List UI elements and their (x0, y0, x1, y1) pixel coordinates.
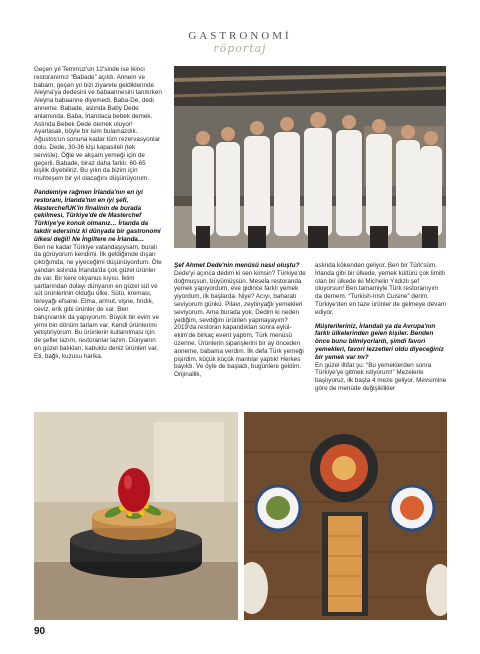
interview-answer: aslında kökenden geliyor. Ben bir Türk'süm. İrlanda gibi bir ülkede, yemek kültürü çok limitli olan bir ülkede iki Michelin Yıldızlı şef oluyorsun! Ben tamamiyle Türk restoranıyım da demem. “Turkish-Irish Cuisine” derim. Türkiye'den en taze ürünler de gelmeye devam ediyor. (315, 262, 447, 316)
text-column-left (34, 66, 162, 366)
interview-question: Müşterileriniz, İrlandalı ya da Avrupa'nın farklı ülkelerinden gelen kişiler. Benden önce bunu bilmiyorlardı, şimdi favori yemekleri, favori lezzetleri oldu diyeceğiniz bir yemek var mı? (315, 322, 444, 361)
page-number: 90 (34, 626, 46, 637)
chef-team-photo (174, 66, 446, 248)
interview-answer: Ben ne kadar Türkiye vatandaşıysam, buralı da görüyorum kendimi. İlk geldiğimde dışarı çıktığımda, ne yiyeceğimi düşünüyordum. Öte yandan aslında İrlanda'da çok güzel ürünler de var. Bir kere okyanus kıyısı. İklim şartlarından dolayı dünyanın en güzel süt ve süt ürünlerinin olduğu ülke. Sütü, kreması, tereyağı efsane. Elma, armut, vişne, fındık, ceviz, erik gibi ürünler de var. Ben bahçıvanlık da yapıyorum. Büyük bir evim ve yirmi bin dönüm tarlam var. Kendi ürünlerimi yetiştiriyorum. Bu ürünlerin kullanılması için de şefler lazım, restoranlar lazım. Dünyanın en güzel balıkları, kabuklu deniz ürünleri var. Eti, bağlı, kuzusu harika. (34, 243, 162, 360)
interview-question: Pandemiye rağmen İrlanda'nın en iyi restoranı, İrlanda'nın en iyi şefi, MasterchefUK'in finalinin de burada çekilmesi, Türkiye'de de Masterchef Türkiye'ye konuk olmanız… İrlanda da takdir edersiniz ki dünyada bir gastronomi ülkesi değil! Ne İngiltere ne İrlanda… (34, 188, 161, 243)
section-title: GASTRONOMİ (188, 30, 292, 42)
magazine-header (0, 30, 480, 55)
text-column-middle (174, 262, 306, 385)
intro-paragraph: Geçen yıl Temmuz'un 12'sinde ise ikinci restoranımız “Babade” açıldı. Annem ve babam, geçen yıl bizi ziyarete geldiklerinde Aleyna'ya dedesini ve babaannesini tanıtırken Aleyna babaanne diyemedi, Baba-De, dedi anneme. Babade, aslında Baby Dede anlamında. Baba, İrlandaca bebek demek. Aslında Bebek Dede demek oluyor! Ayarlasak, böyle bir isim bulamazdık. Ağustos'un sonuna kadar tüm rezervasyonlar dolu. Dede, 30-36 kişi kapasiteli (tek servisle). Öğle ve akşam yemeği için de geçerli. Babade, biraz daha farklı. 60-65 kişilik diyebiliriz. Bu yılın da bizim için muhteşem bir yıl olacağını düşünüyorum. (34, 66, 162, 183)
interview-answer: Dede'yi açınca dedim ki sen kimsin? Türkiye'de doğmuşsun, büyümüşsün. Mesela restoranda yemek yapıyordum, eve gidince farklı yemek yiyordum, ilk başlarda. Niye? Acıyı, baharatı seviyorum günkü. Pilavı, zeytinyağlı yemekleri seviyorum. Ama burada yok. Dedim ki neden yediğim, sevdiğim ürünleri yapmayayım? 2019'da restoran kapandıktan sonra eylül-ekim'de birkaç event yaptım, Türk menüsü üzerine. Ürünlerin siparişlerini bir ay önceden anneme, babama verdim. İlk defa Türk yemeği pişirdim, küçük küçük mantılar yaptık! Herkes bayıldı. Ve öyle de başladı, bugünlere geldim. Orijinallik, (174, 269, 306, 379)
meze-table-photo (244, 412, 447, 620)
section-subtitle: röportaj (213, 42, 267, 55)
interview-question: Şef Ahmet Dede'nin menüsü nasıl oluştu? (174, 262, 300, 269)
text-column-right (315, 262, 447, 399)
interview-answer: En güzel iltifat şu: “Bu yemeklerden sonra Türkiye'ye gitmek istiyorum!” Mezelerle başlıyoruz, ilk başta 4 meze geliyor. Mevsimine göre de menüde değişiklikler (315, 361, 447, 392)
dessert-photo (34, 412, 238, 620)
